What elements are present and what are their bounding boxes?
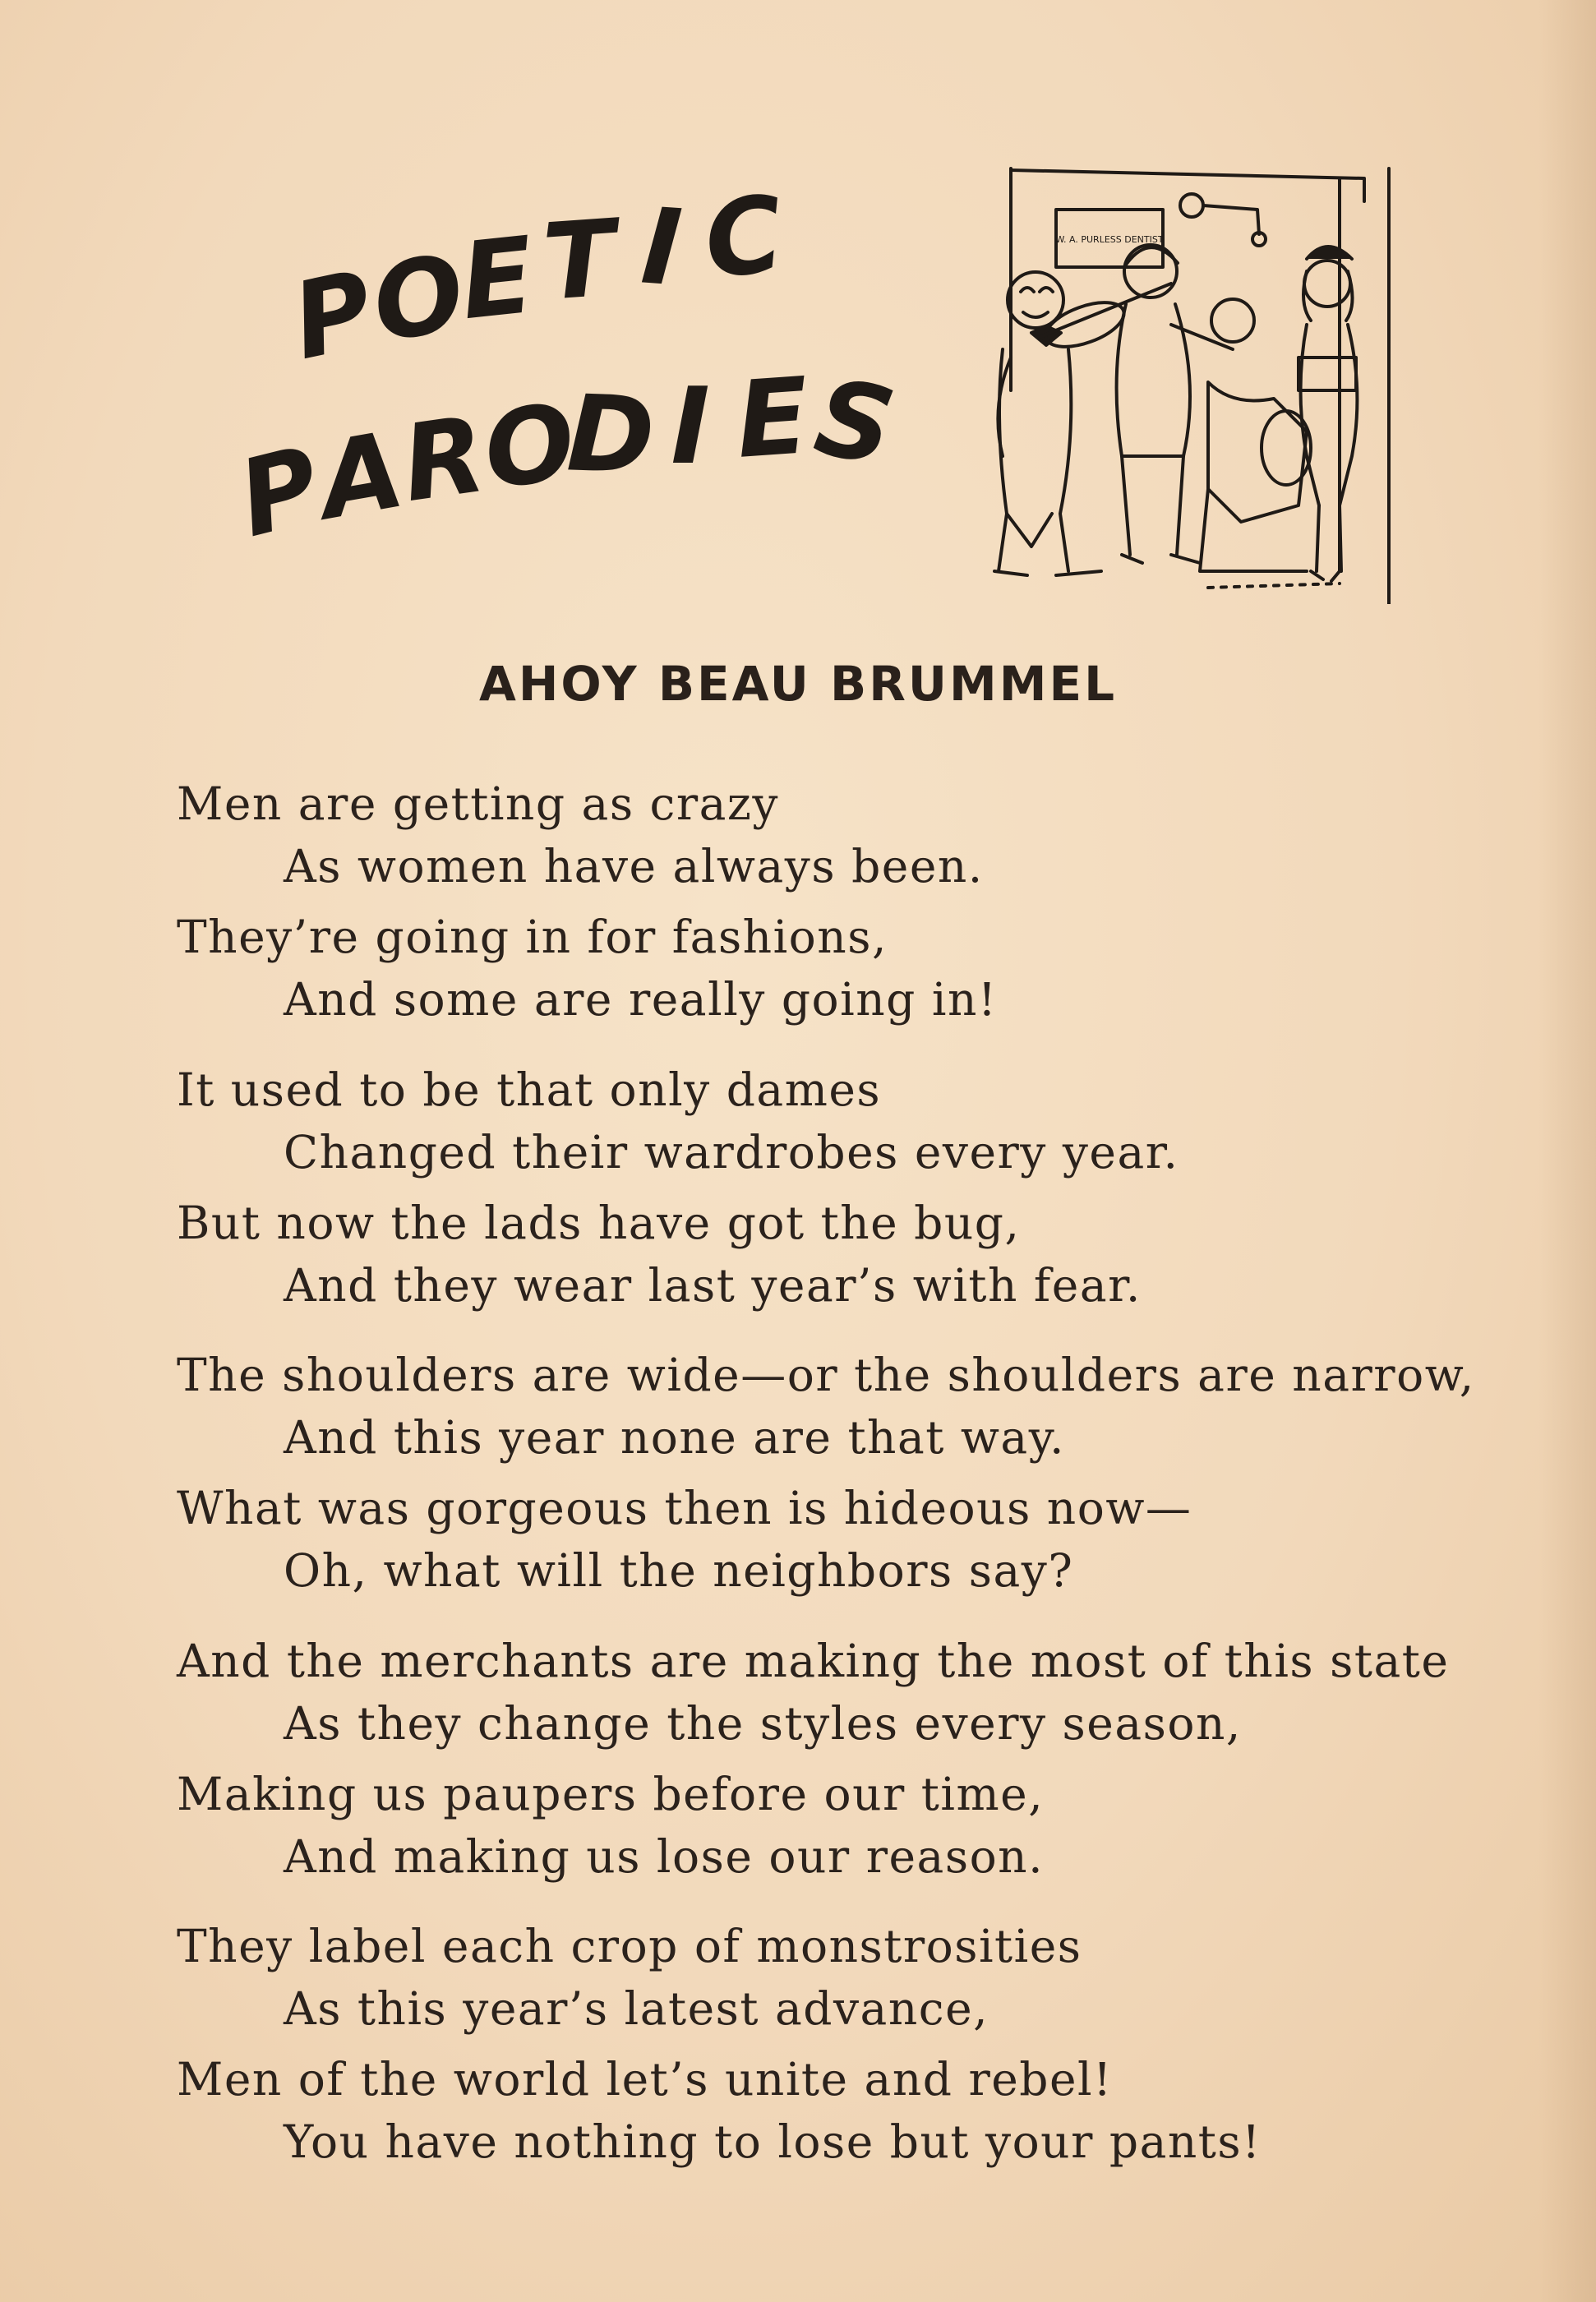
poem-line: They label each crop of monstrosities xyxy=(177,1920,1082,1972)
poem-line: It used to be that only dames xyxy=(177,1063,882,1116)
patient-head xyxy=(1211,299,1254,342)
stanza-2 xyxy=(177,1059,1574,1317)
poem-title: AHOY BEAU BRUMMEL xyxy=(478,656,1118,712)
nurse-head xyxy=(1304,261,1350,307)
poem-line: And some are really going in! xyxy=(284,973,998,1026)
poem-line: They’re going in for fashions, xyxy=(177,911,888,963)
heading-letter: E xyxy=(454,214,540,344)
poem-line: And they wear last year’s with fear. xyxy=(284,1259,1142,1312)
poem-line: Changed their wardrobes every year. xyxy=(284,1126,1179,1179)
heading-letter: T xyxy=(539,197,620,325)
poem-line: What was gorgeous then is hideous now— xyxy=(177,1482,1192,1534)
poem-line: Oh, what will the neighbors say? xyxy=(284,1544,1074,1597)
violin xyxy=(1040,293,1129,356)
poem-line: And this year none are that way. xyxy=(284,1411,1065,1464)
stanza-4 xyxy=(177,1630,1574,1888)
dentist-cartoon-illustration xyxy=(962,160,1405,604)
heading-parodies xyxy=(227,353,903,562)
poem-line: The shoulders are wide—or the shoulders are narrow, xyxy=(177,1349,1475,1401)
nurse-tray xyxy=(1298,358,1356,390)
poem-line: And making us lose our reason. xyxy=(284,1830,1045,1883)
heading-letter: D xyxy=(565,372,657,498)
poem-line: Making us paupers before our time, xyxy=(177,1768,1045,1820)
heading-poetic xyxy=(282,173,789,385)
dental-chair xyxy=(1208,382,1307,522)
heading-letter: I xyxy=(638,185,685,311)
stanza-5 xyxy=(177,1915,1574,2173)
poem-line: As they change the styles every season, xyxy=(284,1697,1242,1750)
heading-letter: S xyxy=(806,356,903,490)
violin-bow xyxy=(1040,284,1171,337)
heading-letter: C xyxy=(699,173,789,303)
heading-letter: P xyxy=(227,423,332,562)
poem-line: Men of the world let’s unite and rebel! xyxy=(177,2053,1113,2106)
poem-line: You have nothing to lose but your pants! xyxy=(284,2115,1262,2168)
heading-letter: E xyxy=(732,355,813,482)
poem-line: But now the lads have got the bug, xyxy=(177,1197,1021,1249)
door-frame-top xyxy=(1011,170,1364,201)
poem-line: And the merchants are making the most of this state xyxy=(177,1635,1450,1687)
poem-line: As women have always been. xyxy=(284,840,984,893)
poem-line: Men are getting as crazy xyxy=(177,777,779,830)
stanza-3 xyxy=(177,1344,1574,1602)
heading-letter: O xyxy=(366,232,472,367)
dentist-sign-text: W. A. PURLESS DENTIST xyxy=(1055,234,1164,245)
dental-lamp xyxy=(1180,194,1203,217)
stanza-1 xyxy=(177,773,1574,1031)
heading-letter: R xyxy=(394,393,493,527)
heading-letter: O xyxy=(478,381,581,513)
heading-letter: P xyxy=(282,247,384,385)
heading-letter: A xyxy=(311,408,413,544)
heading-letter: I xyxy=(671,366,710,488)
poem-line: As this year’s latest advance, xyxy=(284,1982,989,2035)
